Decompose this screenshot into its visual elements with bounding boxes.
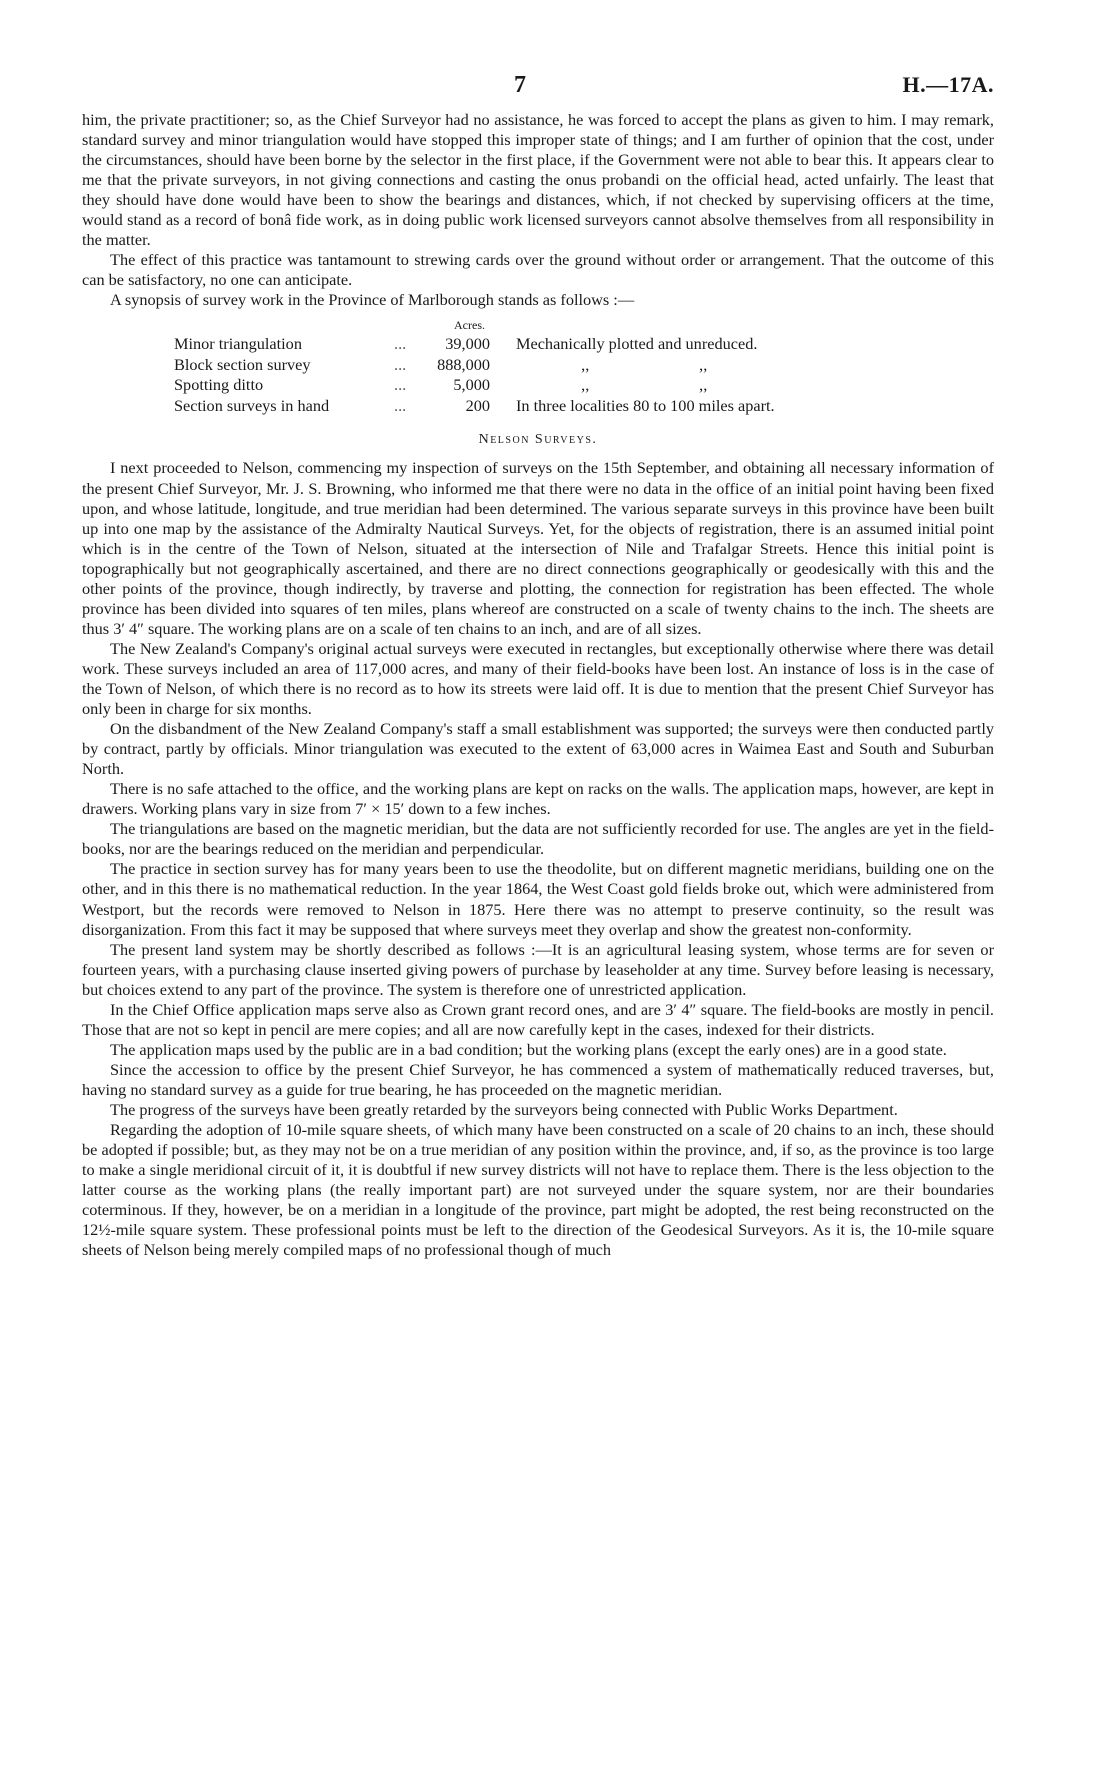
row-remark: Mechanically plotted and unreduced. bbox=[516, 334, 758, 354]
row-acres: 39,000 bbox=[445, 334, 490, 354]
intro-section bbox=[82, 110, 994, 310]
paragraph: The practice in section survey has for many years been to use the theodolite, but on different magnetic meridians, building one on the other, and in this there is no mathematical reduction. In the year 1864, the West Coast gold fields broke out, which were administered from Westport, but the records were removed to Nelson in 1875. Here there was no attempt to preserve continuity, so the result was disorganization. From this fact it may be supposed that where surveys meet they overlap and show the greatest non-conformity. bbox=[82, 859, 994, 939]
row-dots: ... bbox=[394, 334, 407, 354]
document-reference: H.—17A. bbox=[902, 72, 994, 97]
paragraph: There is no safe attached to the office, and the working plans are kept on racks on the walls. The application maps, however, are kept in drawers. Working plans vary in size from 7′ × 15′ down to a few inches. bbox=[82, 779, 994, 819]
row-dots: ... bbox=[394, 354, 407, 374]
section-heading: Nelson Surveys. bbox=[478, 432, 598, 448]
synopsis-row bbox=[174, 334, 994, 355]
page-number: 7 bbox=[514, 72, 526, 98]
paragraph: The present land system may be shortly described as follows :—It is an agricultural leasing system, whose terms are for seven or fourteen years, with a purchasing clause inserted giving powers of purchase by leaseholder at any time. Survey before leasing is necessary, but choices extend to any part of the province. The system is therefore one of unrestricted application. bbox=[82, 939, 994, 999]
paragraph: him, the private practitioner; so, as the Chief Surveyor had no assistance, he was forced to accept the plans as given to him. I may remark, standard survey and minor triangulation would have stopped this improper state of things; and I am further of opinion that the cost, under the circumstances, should have been borne by the selector in the first place, if the Government were not able to bear this. It appears clear to me that the private surveyors, in not giving connections and casting the onus probandi on the official head, acted unfairly. The least that they should have done would have been to show the bearings and distances, which, if not checked by supervising officers at the time, would stand as a record of bonâ fide work, as in doing public work licensed surveyors cannot absolve themselves from all responsibility in the matter. bbox=[82, 110, 994, 250]
synopsis-row bbox=[174, 355, 994, 376]
row-label: Spotting ditto bbox=[174, 375, 264, 395]
row-acres: 200 bbox=[465, 395, 490, 415]
nelson-section bbox=[82, 458, 994, 1260]
paragraph: The effect of this practice was tantamount to strewing cards over the ground without order or arrangement. That the outcome of this can be satisfactory, no one can anticipate. bbox=[82, 250, 994, 290]
paragraph: The New Zealand's Company's original actual surveys were executed in rectangles, but exceptionally otherwise where there was detail work. These surveys included an area of 117,000 acres, and many of their field-books have been lost. An instance of loss is in the case of the Town of Nelson, of which there is no record as to how its streets were laid off. It is due to mention that the present Chief Surveyor has only been in charge for six months. bbox=[82, 638, 994, 719]
paragraph: The application maps used by the public are in a bad condition; but the working plans (except the early ones) are in a good state. bbox=[110, 1039, 947, 1059]
row-remark: In three localities 80 to 100 miles apart. bbox=[516, 395, 775, 415]
synopsis-row bbox=[174, 396, 994, 417]
acres-column-header: Acres. bbox=[454, 318, 485, 333]
document-page bbox=[82, 72, 994, 1260]
paragraph: Regarding the adoption of 10-mile square sheets, of which many have been constructed on a scale of 20 chains to an inch, these should be adopted if possible; but, as they may not be on a true meridian of any position within the province, and, if so, as the province is too large to make a single meridional circuit of it, it is doubtful if new survey districts will not have to replace them. There is the less objection to the latter course as the working plans (the really important part) are not surveyed under the square system, nor are their boundaries coterminous. If they, however, be on a meridian in a longitude of the province, part might be adopted, the rest being reconstructed on the 12½-mile square system. These professional points must be left to the direction of the Geodesical Surveyors. As it is, the 10-mile square sheets of Nelson being merely compiled maps of no professional though of much bbox=[82, 1120, 994, 1260]
row-label: Minor triangulation bbox=[174, 334, 302, 354]
row-label: Block section survey bbox=[174, 354, 311, 374]
paragraph: In the Chief Office application maps serve also as Crown grant record ones, and are 3′ 4″ square. The field-books are mostly in pencil. Those that are not so kept in pencil are mere copies; and all are now carefully kept in the cases, indexed for their districts. bbox=[82, 999, 994, 1039]
row-remark: ,, ,, bbox=[516, 354, 708, 374]
paragraph: Since the accession to office by the present Chief Surveyor, he has commenced a system of mathematically reduced traverses, but, having no standard survey as a guide for true bearing, he has proceeded on the magnetic meridian. bbox=[82, 1059, 994, 1099]
synopsis-row bbox=[174, 375, 994, 396]
paragraph: I next proceeded to Nelson, commencing my inspection of surveys on the 15th September, and obtaining all necessary information of the present Chief Surveyor, Mr. J. S. Browning, who informed me that there were no data in the office of an initial point having been fixed upon, and whose latitude, longitude, and true meridian had been determined. The various separate surveys in this province have been built up into one map by the assistance of the Admiralty Nautical Surveys. Yet, for the objects of registration, there is an assumed initial point which is in the centre of the Town of Nelson, situated at the intersection of Nile and Trafalgar Streets. Hence this initial point is topographically but not geographically ascertained, and there are no direct connections geographically or geodesically with this and the other points of the province, though indirectly, by traverse and plotting, the connection for registration has been effected. The whole province has been divided into squares of ten miles, plans whereof are constructed on a scale of twenty chains to the inch. The sheets are thus 3′ 4″ square. The working plans are on a scale of ten chains to an inch, and are of all sizes. bbox=[82, 458, 994, 638]
row-acres: 888,000 bbox=[437, 354, 490, 374]
row-dots: ... bbox=[394, 395, 407, 415]
page-header bbox=[82, 72, 994, 110]
row-label: Section surveys in hand bbox=[174, 395, 330, 415]
row-acres: 5,000 bbox=[453, 375, 490, 395]
paragraph: The progress of the surveys have been greatly retarded by the surveyors being connected with Public Works Department. bbox=[110, 1099, 898, 1119]
paragraph: On the disbandment of the New Zealand Company's staff a small establishment was supported; the surveys were then conducted partly by contract, partly by officials. Minor triangulation was executed to the extent of 63,000 acres in Waimea East and South and Suburban North. bbox=[82, 719, 994, 779]
row-remark: ,, ,, bbox=[516, 375, 708, 395]
row-dots: ... bbox=[394, 375, 407, 395]
paragraph: A synopsis of survey work in the Province of Marlborough stands as follows :— bbox=[110, 290, 635, 310]
paragraph: The triangulations are based on the magnetic meridian, but the data are not sufficiently recorded for use. The angles are yet in the field-books, nor are the bearings reduced on the meridian and perpendicular. bbox=[82, 819, 994, 859]
synopsis-table bbox=[174, 318, 994, 416]
